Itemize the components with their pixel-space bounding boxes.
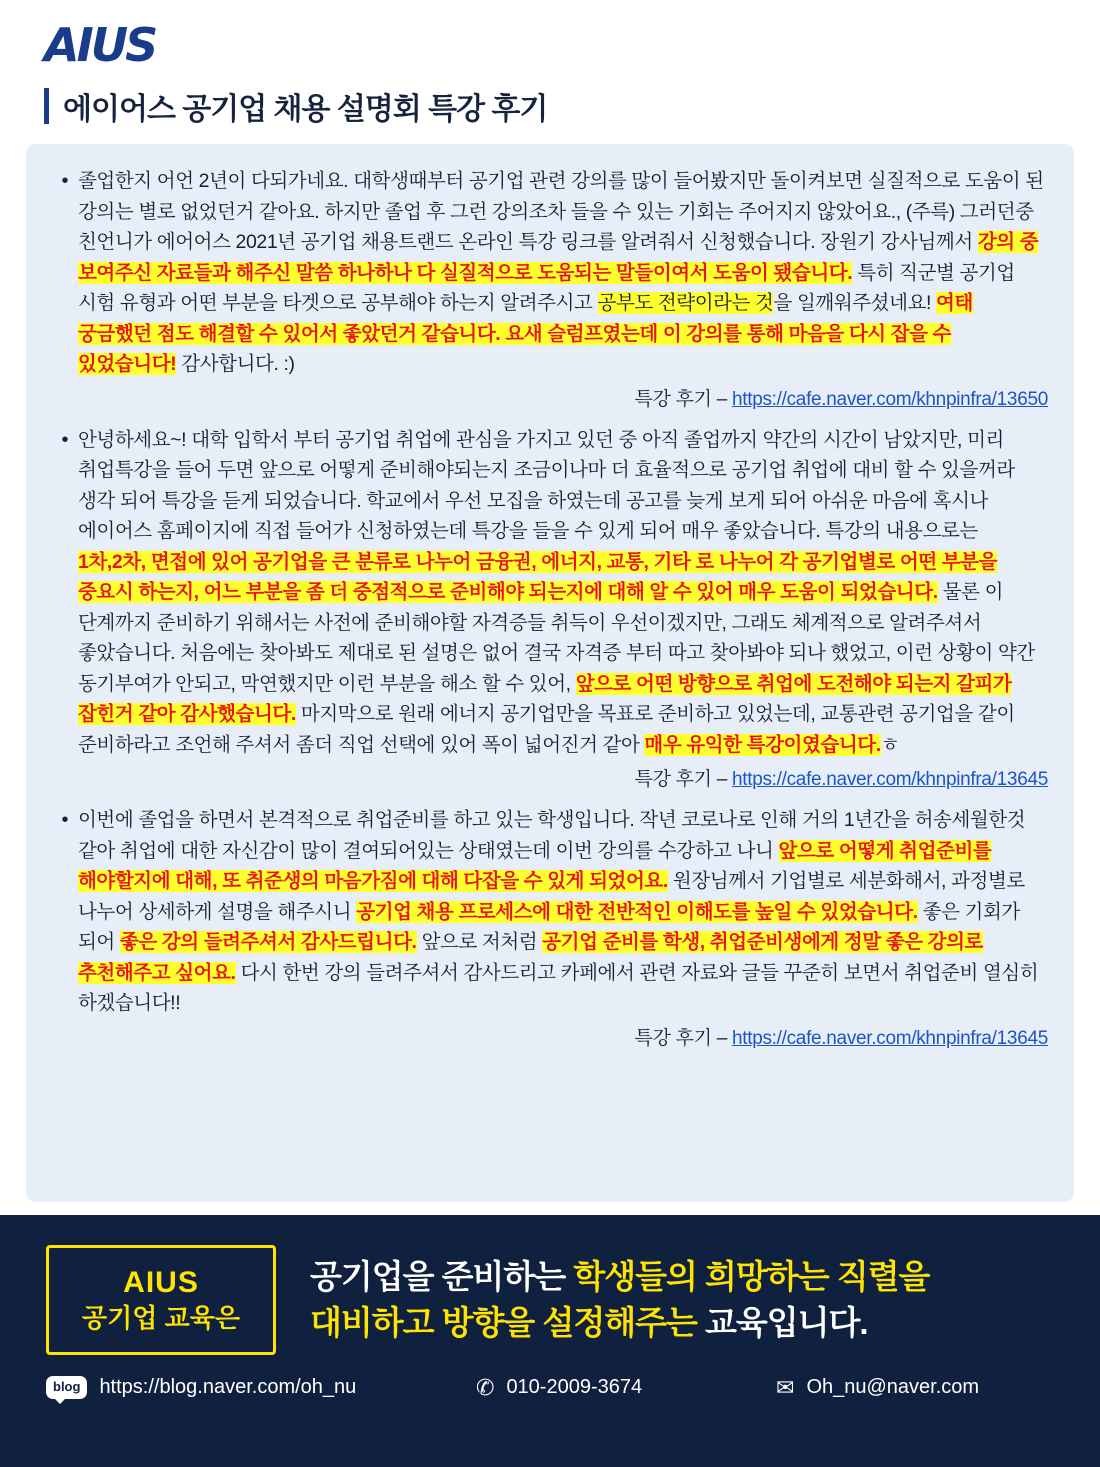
source-label: 특강 후기 – [634, 769, 727, 790]
brand-badge-title: AIUS [123, 1266, 199, 1299]
aius-logo: AIUS [44, 18, 156, 72]
source-link[interactable]: https://cafe.naver.com/khnpinfra/13650 [731, 388, 1048, 410]
footer-contact-bar [0, 1375, 1100, 1401]
page-title: 에이어스 공기업 채용 설명회 특강 후기 [63, 93, 548, 126]
review-item [52, 166, 1048, 411]
blog-url[interactable]: https://blog.naver.com/oh_nu [99, 1376, 357, 1399]
review-source [78, 1023, 1048, 1050]
bullet-icon: • [61, 809, 69, 831]
footer-top [0, 1215, 1100, 1355]
reviews-panel [26, 144, 1074, 1202]
review-text: 안녕하세요~! 대학 입학서 부터 공기업 취업에 관심을 가지고 있던 중 아직 졸업까지 약간의 시간이 남았지만, 미리 취업특강을 들어 두면 앞으로 어떻게 준비해야되는지 조금이나마 더 효율적으로 공기업 취업에 대비 할 수 있을꺼라 생각 되어 특강을 듣게 되었습니다. 학교에서 우선 모집을 하였는데 공고를 늦게 보게 되어 아쉬운 마음에 혹시나 에이어스 홈페이지에 직접 들어가 신청하였는데 특강을 들을 수 있게 되어 매우 좋았습니다. 특강의 내용으로는 1차,2차, 면접에 있어 공기업을 큰 분류로 나누어 금융권, 에너지, 교통, 기타 로 나누어 각 공기업별로 어떤 부분을 중요시 하는지, 어느 부분을 좀 더 중점적으로 준비해야 되는지에 대해 알 수 있어 매우 도움이 되었습니다. 물론 이 단계까지 준비하기 위해서는 사전에 준비해야할 자격증들 취득이 우선이겠지만, 그래도 체계적으로 알려주셔서 좋았습니다. 처음에는 찾아봐도 제대로 된 설명은 없어 결국 자격증 부터 따고 찾아봐야 되나 했었고, 이런 상황이 약간 동기부여가 안되고, 막연했지만 이런 부분을 해소 할 수 있어, 앞으로 어떤 방향으로 취업에 도전해야 되는지 갈피가 잡힌거 같아 감사했습니다. 마지막으로 원래 에너지 공기업만을 목표로 준비하고 있었는데, 교통관련 공기업을 같이 준비하라고 조언해 주셔서 좀더 직업 선택에 있어 폭이 넓어진거 같아 매우 유익한 특강이였습니다.ㅎ [78, 428, 1035, 756]
review-source [78, 384, 1048, 411]
bullet-icon: • [61, 428, 69, 451]
email-address[interactable]: Oh_nu@naver.com [806, 1376, 980, 1399]
review-text: 이번에 졸업을 하면서 본격적으로 취업준비를 하고 있는 학생입니다. 작년 코로나로 인해 거의 1년간을 허송세월한것 같아 취업에 대한 자신감이 많이 결여되어있는 상태였는데 이번 강의를 수강하고 나니 앞으로 어떻게 취업준비를 해야할지에 대해, 또 취준생의 마음가짐에 대해 다잡을 수 있게 되었어요. 원장님께서 기업별로 세분화해서, 과정별로 나누어 상세하게 설명을 해주시니 공기업 채용 프로세스에 대한 전반적인 이해도를 높일 수 있었습니다. 좋은 기회가 되어 좋은 강의 들려주셔서 감사드립니다. 앞으로 저처럼 공기업 준비를 학생, 취업준비생에게 정말 좋은 강의로 추천해주고 싶어요. 다시 한번 강의 들려주셔서 감사드리고 카페에서 관련 자료와 글들 꾸준히 보면서 취업준비 열심히 하겠습니다!! [78, 809, 1039, 1014]
bullet-icon: • [61, 170, 69, 192]
mail-icon: ✉ [776, 1374, 795, 1400]
brand-badge [46, 1245, 276, 1355]
review-item [52, 425, 1048, 792]
phone-contact [476, 1375, 776, 1401]
source-label: 특강 후기 – [634, 1027, 727, 1049]
page-header [0, 0, 1100, 128]
title-accent-bar [44, 88, 49, 124]
source-label: 특강 후기 – [634, 388, 727, 410]
phone-icon: ✆ [476, 1374, 495, 1400]
review-text: 졸업한지 어언 2년이 다되가네요. 대학생때부터 공기업 관련 강의를 많이 들어봤지만 돌이켜보면 실질적으로 도움이 된 강의는 별로 없었던거 같아요. 하지만 졸업 후 그런 강의조차 들을 수 있는 기회는 주어지지 않았어요., (주륵) 그러던중 친언니가 에어어스 2021년 공기업 채용트랜드 온라인 특강 링크를 알려줘서 신청했습니다. 장원기 강사님께서 강의 중 보여주신 자료들과 해주신 말씀 하나하나 다 실질적으로 도움되는 말들이여서 도움이 됐습니다. 특히 직군별 공기업 시험 유형과 어떤 부분을 타겟으로 공부해야 하는지 알려주시고 공부도 전략이라는 것을 일깨워주셨네요! 여태 궁금했던 점도 해결할 수 있어서 좋았던거 같습니다. 요새 슬럼프였는데 이 강의를 통해 마음을 다시 잡을 수 있었습니다! 감사합니다. :) [78, 170, 1044, 375]
blog-icon: blog [46, 1376, 87, 1399]
blog-contact[interactable] [46, 1376, 476, 1399]
brand-badge-subtitle: 공기업 교육은 [82, 1303, 240, 1334]
phone-number: 010-2009-3674 [506, 1376, 643, 1399]
source-link[interactable]: https://cafe.naver.com/khnpinfra/13645 [731, 1027, 1048, 1049]
source-link[interactable]: https://cafe.naver.com/khnpinfra/13645 [731, 769, 1048, 790]
footer-slogan: 공기업을 준비하는 학생들의 희망하는 직렬을 대비하고 방향을 설정해주는 교육입니다. [310, 1258, 930, 1341]
review-source [78, 764, 1048, 791]
email-contact[interactable] [776, 1375, 979, 1401]
page-footer [0, 1215, 1100, 1467]
review-item [52, 805, 1048, 1050]
title-row [44, 84, 1100, 128]
